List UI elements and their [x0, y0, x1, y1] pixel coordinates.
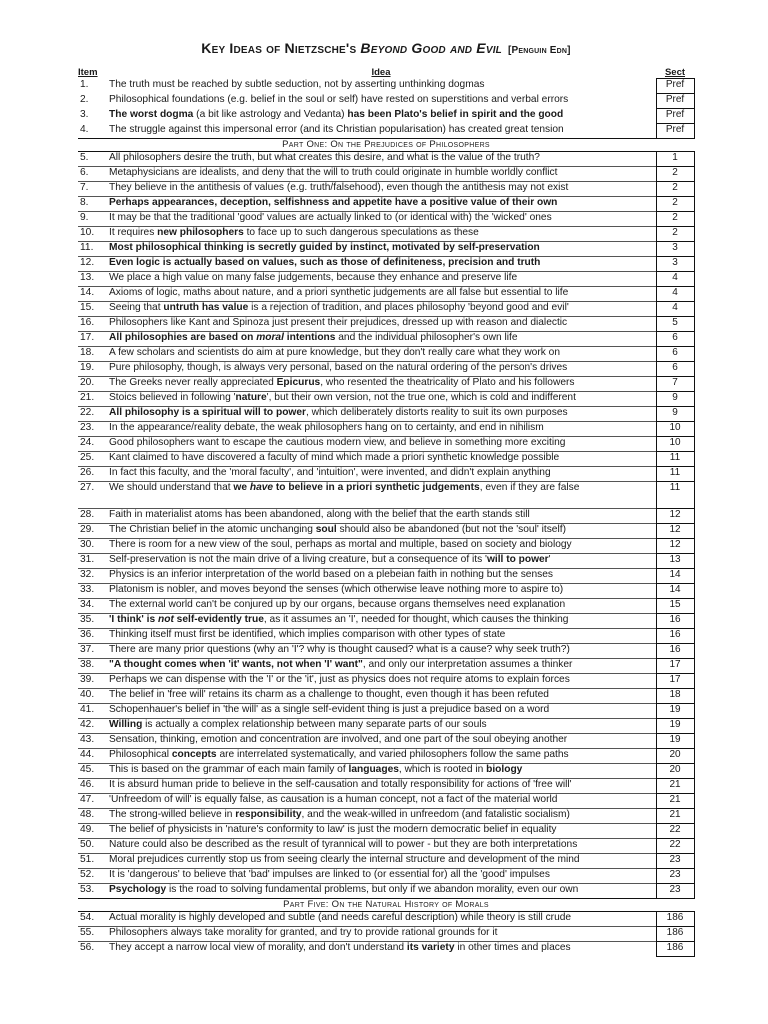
- item-number: 4.: [80, 123, 89, 135]
- item-number: 12.: [78, 257, 106, 272]
- item-idea: The Christian belief in the atomic unchanging soul should also be abandoned (but not the 'soul' itself): [106, 524, 656, 539]
- item-idea: The belief of physicists in 'nature's conformity to law' is just the modern democratic belief in equality: [106, 824, 656, 839]
- item-number: 17.: [78, 332, 106, 347]
- item-section: 22: [656, 824, 694, 839]
- item-number: 47.: [78, 794, 106, 809]
- item-number: 43.: [78, 734, 106, 749]
- section-header-part-five: [78, 899, 694, 912]
- table-row: [78, 674, 694, 689]
- item-number: 16.: [78, 317, 106, 332]
- table-row: [78, 734, 694, 749]
- table-row: [78, 332, 694, 347]
- item-idea: The truth must be reached by subtle seduction, not by asserting unthinking dogmas: [109, 78, 485, 90]
- table-row: [78, 124, 694, 139]
- item-section: 12: [656, 509, 694, 524]
- item-idea: Faith in materialist atoms has been abandoned, along with the belief that the earth stands still: [106, 509, 656, 524]
- item-idea: Actual morality is highly developed and subtle (and needs careful description) while theory is still crude: [109, 912, 572, 923]
- item-number: 8.: [78, 197, 106, 212]
- item-idea: Willing is actually a complex relationship between many separate parts of our souls: [106, 719, 656, 734]
- table-header-row: [78, 66, 694, 79]
- item-idea: Psychology is the road to solving fundamental problems, but only if we abandon morality, even our own: [106, 884, 656, 899]
- item-idea: Platonism is nobler, and moves beyond the senses (which otherwise leave nothing more to aspire to): [106, 584, 656, 599]
- item-idea: The struggle against this impersonal error (and its Christian popularisation) has created great tension: [109, 123, 564, 135]
- table-row: [78, 257, 694, 272]
- item-idea: Schopenhauer's belief in 'the will' as a single self-evident thing is just a prejudice based on a word: [106, 704, 656, 719]
- item-section: 21: [656, 779, 694, 794]
- item-section: 11: [656, 467, 694, 482]
- section-header-part-five-label: Part Five: On the Natural History of Morals: [78, 899, 694, 912]
- table-row: [78, 524, 694, 539]
- item-number: 49.: [78, 824, 106, 839]
- item-section: 9: [656, 407, 694, 422]
- item-section: 4: [656, 302, 694, 317]
- item-number: 25.: [78, 452, 106, 467]
- item-section: 6: [656, 347, 694, 362]
- title-book: Beyond Good and Evil: [360, 40, 502, 56]
- table-row: [78, 569, 694, 584]
- item-section: 186: [656, 942, 694, 957]
- item-section: 11: [656, 482, 694, 509]
- item-section: 2: [656, 212, 694, 227]
- item-number: 23.: [78, 422, 106, 437]
- table-row: [78, 347, 694, 362]
- item-section: 15: [656, 599, 694, 614]
- item-section: 6: [656, 332, 694, 347]
- column-header-item: Item: [78, 66, 98, 78]
- item-idea: Nature could also be described as the result of tyrannical will to power - but they are both interpretations: [106, 839, 656, 854]
- document-page: [78, 40, 694, 957]
- table-row: [78, 362, 694, 377]
- title-edition: [Penguin Edn]: [508, 45, 571, 56]
- item-idea: "A thought comes when 'it' wants, not when 'I' want", and only our interpretation assumes a thinker: [106, 659, 656, 674]
- table-row: [78, 377, 694, 392]
- item-section: 3: [656, 257, 694, 272]
- item-section: 11: [656, 452, 694, 467]
- item-number: 44.: [78, 749, 106, 764]
- title-prefix: Key Ideas of Nietzsche's: [201, 40, 361, 56]
- item-idea: Good philosophers want to escape the cautious modern view, and believe in something more exciting: [106, 437, 656, 452]
- item-section: 12: [656, 524, 694, 539]
- item-section: 19: [656, 704, 694, 719]
- item-idea: Philosophers like Kant and Spinoza just present their prejudices, dressed up with reason and dialectic: [106, 317, 656, 332]
- item-number: 48.: [78, 809, 106, 824]
- item-section: 21: [656, 794, 694, 809]
- item-idea: Self-preservation is not the main drive of a living creature, but a consequence of its 'will to power': [106, 554, 656, 569]
- table-row: [78, 167, 694, 182]
- item-section: 22: [656, 839, 694, 854]
- item-idea: Metaphysicians are idealists, and deny that the will to truth could originate in humble worldly conflict: [106, 167, 656, 182]
- item-number: 53.: [78, 884, 106, 899]
- table-row: [78, 287, 694, 302]
- table-row: [78, 839, 694, 854]
- item-idea: The worst dogma (a bit like astrology and Vedanta) has been Plato's belief in spirit and the good: [109, 108, 564, 120]
- item-section: 10: [656, 422, 694, 437]
- item-idea: Even logic is actually based on values, such as those of definiteness, precision and truth: [106, 257, 656, 272]
- item-idea: There are many prior questions (why an 'I'? why is thought caused? what is a cause? why seek truth?): [106, 644, 656, 659]
- table-row: [78, 704, 694, 719]
- table-row: [78, 927, 694, 942]
- item-section: 20: [656, 764, 694, 779]
- table-row: [78, 779, 694, 794]
- item-number: 27.: [78, 482, 106, 509]
- table-row: [78, 509, 694, 524]
- item-number: 14.: [78, 287, 106, 302]
- item-section: 16: [656, 614, 694, 629]
- item-section: 23: [656, 884, 694, 899]
- item-idea: Most philosophical thinking is secretly guided by instinct, motivated by self-preservation: [106, 242, 656, 257]
- table-row: [78, 629, 694, 644]
- table-row: [78, 272, 694, 287]
- item-idea: This is based on the grammar of each main family of languages, which is rooted in biology: [106, 764, 656, 779]
- item-number: 5.: [80, 152, 89, 163]
- table-row: [78, 884, 694, 899]
- table-row: [78, 824, 694, 839]
- item-idea: It requires new philosophers to face up to such dangerous speculations as these: [106, 227, 656, 242]
- item-section: 7: [656, 377, 694, 392]
- item-section: 2: [656, 182, 694, 197]
- section-header-part-one-label: Part One: On the Prejudices of Philosophers: [78, 139, 694, 152]
- item-number: 13.: [78, 272, 106, 287]
- table-row: [78, 79, 694, 94]
- table-row: [78, 689, 694, 704]
- item-idea: Philosophers always take morality for granted, and try to provide rational grounds for it: [106, 927, 656, 942]
- item-section: 4: [656, 287, 694, 302]
- item-section: 9: [656, 392, 694, 407]
- item-number: 10.: [78, 227, 106, 242]
- item-number: 18.: [78, 347, 106, 362]
- section-header-part-one: [78, 139, 694, 152]
- table-row: [78, 599, 694, 614]
- item-number: 15.: [78, 302, 106, 317]
- item-section: 17: [656, 659, 694, 674]
- item-idea: Physics is an inferior interpretation of the world based on a plebeian faith in nothing but the senses: [106, 569, 656, 584]
- item-number: 22.: [78, 407, 106, 422]
- item-number: 40.: [78, 689, 106, 704]
- item-section: Pref: [656, 109, 694, 124]
- item-number: 38.: [78, 659, 106, 674]
- table-row: [78, 809, 694, 824]
- item-section: 16: [656, 629, 694, 644]
- item-number: 54.: [80, 912, 95, 923]
- table-row: [78, 467, 694, 482]
- table-body: [78, 79, 694, 957]
- item-idea: 'Unfreedom of will' is equally false, as causation is a human concept, not a fact of the material world: [106, 794, 656, 809]
- item-section: 23: [656, 854, 694, 869]
- table-row: [78, 869, 694, 884]
- item-section: 186: [656, 912, 694, 927]
- item-number: 55.: [78, 927, 106, 942]
- table-row: [78, 242, 694, 257]
- table-row: [78, 794, 694, 809]
- item-idea: The belief in 'free will' retains its charm as a challenge to thought, even though it has been refuted: [106, 689, 656, 704]
- table-row: [78, 109, 694, 124]
- item-number: 34.: [78, 599, 106, 614]
- table-row: [78, 764, 694, 779]
- item-section: Pref: [656, 79, 694, 94]
- table-row: [78, 854, 694, 869]
- item-idea: Stoics believed in following 'nature', but their own version, not the true one, which is cold and indifferent: [106, 392, 656, 407]
- item-section: 21: [656, 809, 694, 824]
- table-row: [78, 719, 694, 734]
- item-number: 46.: [78, 779, 106, 794]
- item-number: 33.: [78, 584, 106, 599]
- table-row: [78, 407, 694, 422]
- item-idea: A few scholars and scientists do aim at pure knowledge, but they don't really care what they work on: [106, 347, 656, 362]
- item-number: 7.: [78, 182, 106, 197]
- item-number: 39.: [78, 674, 106, 689]
- item-idea: Perhaps appearances, deception, selfishness and appetite have a positive value of their own: [106, 197, 656, 212]
- item-section: 1: [656, 152, 694, 167]
- item-idea: Axioms of logic, maths about nature, and a priori synthetic judgements are all false but essential to life: [106, 287, 656, 302]
- table-row: [78, 317, 694, 332]
- item-idea: Perhaps we can dispense with the 'I' or the 'it', just as physics does not require atoms to explain forces: [106, 674, 656, 689]
- item-section: 2: [656, 227, 694, 242]
- item-number: 3.: [80, 108, 89, 120]
- item-number: 6.: [78, 167, 106, 182]
- item-number: 24.: [78, 437, 106, 452]
- item-section: 6: [656, 362, 694, 377]
- item-number: 20.: [78, 377, 106, 392]
- table-row: [78, 94, 694, 109]
- item-number: 35.: [78, 614, 106, 629]
- item-section: 186: [656, 927, 694, 942]
- item-number: 50.: [78, 839, 106, 854]
- item-idea: The Greeks never really appreciated Epicurus, who resented the theatricality of Plato and his followers: [106, 377, 656, 392]
- item-idea: Moral prejudices currently stop us from seeing clearly the internal structure and development of the mind: [106, 854, 656, 869]
- item-number: 9.: [78, 212, 106, 227]
- item-number: 42.: [78, 719, 106, 734]
- item-number: 21.: [78, 392, 106, 407]
- item-idea: Philosophical concepts are interrelated systematically, and varied philosophers follow the same paths: [106, 749, 656, 764]
- item-idea: Thinking itself must first be identified, which implies comparison with other types of state: [106, 629, 656, 644]
- item-section: 2: [656, 167, 694, 182]
- item-number: 32.: [78, 569, 106, 584]
- item-number: 36.: [78, 629, 106, 644]
- table-row: [78, 659, 694, 674]
- item-section: Pref: [656, 94, 694, 109]
- table-row: [78, 212, 694, 227]
- item-idea: They accept a narrow local view of morality, and don't understand its variety in other times and places: [106, 942, 656, 957]
- item-idea: It is 'dangerous' to believe that 'bad' impulses are linked to (or essential for) all the 'good' impulses: [106, 869, 656, 884]
- item-number: 52.: [78, 869, 106, 884]
- item-idea: In the appearance/reality debate, the weak philosophers hang on to certainty, and end in nihilism: [106, 422, 656, 437]
- item-idea: It is absurd human pride to believe in the self-causation and totally responsibility for actions of 'free will': [106, 779, 656, 794]
- item-number: 26.: [78, 467, 106, 482]
- column-header-idea: Idea: [371, 66, 391, 78]
- item-number: 1.: [80, 78, 89, 90]
- table-row: [78, 152, 694, 167]
- table-row: [78, 554, 694, 569]
- table-row: [78, 482, 694, 509]
- item-section: 14: [656, 584, 694, 599]
- item-idea: All philosophies are based on moral intentions and the individual philosopher's own life: [106, 332, 656, 347]
- table-row: [78, 302, 694, 317]
- item-idea: We place a high value on many false judgements, because they enhance and preserve life: [106, 272, 656, 287]
- item-idea: Kant claimed to have discovered a faculty of mind which made a priori synthetic knowledge possible: [106, 452, 656, 467]
- document-title: [78, 40, 694, 56]
- item-idea: Philosophical foundations (e.g. belief in the soul or self) have rested on superstitions and verbal errors: [109, 93, 569, 105]
- item-number: 41.: [78, 704, 106, 719]
- item-section: 16: [656, 644, 694, 659]
- item-idea: The external world can't be conjured up by our organs, because organs themselves need explanation: [106, 599, 656, 614]
- item-section: 5: [656, 317, 694, 332]
- item-section: 13: [656, 554, 694, 569]
- item-idea: All philosophers desire the truth, but what creates this desire, and what is the value of the truth?: [109, 152, 540, 163]
- table-row: [78, 227, 694, 242]
- table-row: [78, 539, 694, 554]
- item-idea: In fact this faculty, and the 'moral faculty', and 'intuition', were invented, and didn't explain anything: [106, 467, 656, 482]
- item-section: Pref: [656, 124, 694, 139]
- item-idea: They believe in the antithesis of values (e.g. truth/falsehood), even though the antithesis may not exist: [106, 182, 656, 197]
- item-section: 10: [656, 437, 694, 452]
- item-number: 19.: [78, 362, 106, 377]
- item-idea: It may be that the traditional 'good' values are actually linked to (or identical with) the 'wicked' ones: [106, 212, 656, 227]
- item-number: 51.: [78, 854, 106, 869]
- item-number: 56.: [78, 942, 106, 957]
- table-row: [78, 452, 694, 467]
- table-row: [78, 942, 694, 957]
- ideas-table: [78, 66, 695, 957]
- item-idea: 'I think' is not self-evidently true, as it assumes an 'I', needed for thought, which causes the thinking: [106, 614, 656, 629]
- item-section: 12: [656, 539, 694, 554]
- item-number: 30.: [78, 539, 106, 554]
- item-section: 19: [656, 719, 694, 734]
- item-section: 4: [656, 272, 694, 287]
- table-row: [78, 422, 694, 437]
- item-idea: There is room for a new view of the soul, perhaps as mortal and multiple, based on society and biology: [106, 539, 656, 554]
- item-idea: Seeing that untruth has value is a rejection of tradition, and places philosophy 'beyond good and evil': [106, 302, 656, 317]
- item-number: 31.: [78, 554, 106, 569]
- item-section: 14: [656, 569, 694, 584]
- table-row: [78, 912, 694, 927]
- table-row: [78, 197, 694, 212]
- item-number: 37.: [78, 644, 106, 659]
- item-section: 20: [656, 749, 694, 764]
- item-number: 11.: [78, 242, 106, 257]
- item-section: 23: [656, 869, 694, 884]
- item-idea: All philosophy is a spiritual will to power, which deliberately distorts reality to suit its own purposes: [106, 407, 656, 422]
- table-row: [78, 392, 694, 407]
- item-idea: Pure philosophy, though, is always very personal, based on the natural ordering of the person's drives: [106, 362, 656, 377]
- table-row: [78, 437, 694, 452]
- item-idea: Sensation, thinking, emotion and concentration are involved, and one part of the soul obeying another: [106, 734, 656, 749]
- table-row: [78, 584, 694, 599]
- table-row: [78, 614, 694, 629]
- item-section: 3: [656, 242, 694, 257]
- item-number: 2.: [80, 93, 89, 105]
- item-section: 19: [656, 734, 694, 749]
- item-number: 28.: [78, 509, 106, 524]
- item-idea: The strong-willed believe in responsibility, and the weak-willed in unfreedom (and fatalistic socialism): [106, 809, 656, 824]
- item-number: 45.: [78, 764, 106, 779]
- item-idea: We should understand that we have to believe in a priori synthetic judgements, even if they are false: [106, 482, 656, 509]
- table-row: [78, 749, 694, 764]
- table-row: [78, 182, 694, 197]
- item-section: 18: [656, 689, 694, 704]
- column-header-sect: Sect: [664, 66, 686, 78]
- item-section: 17: [656, 674, 694, 689]
- item-number: 29.: [78, 524, 106, 539]
- table-row: [78, 644, 694, 659]
- item-section: 2: [656, 197, 694, 212]
